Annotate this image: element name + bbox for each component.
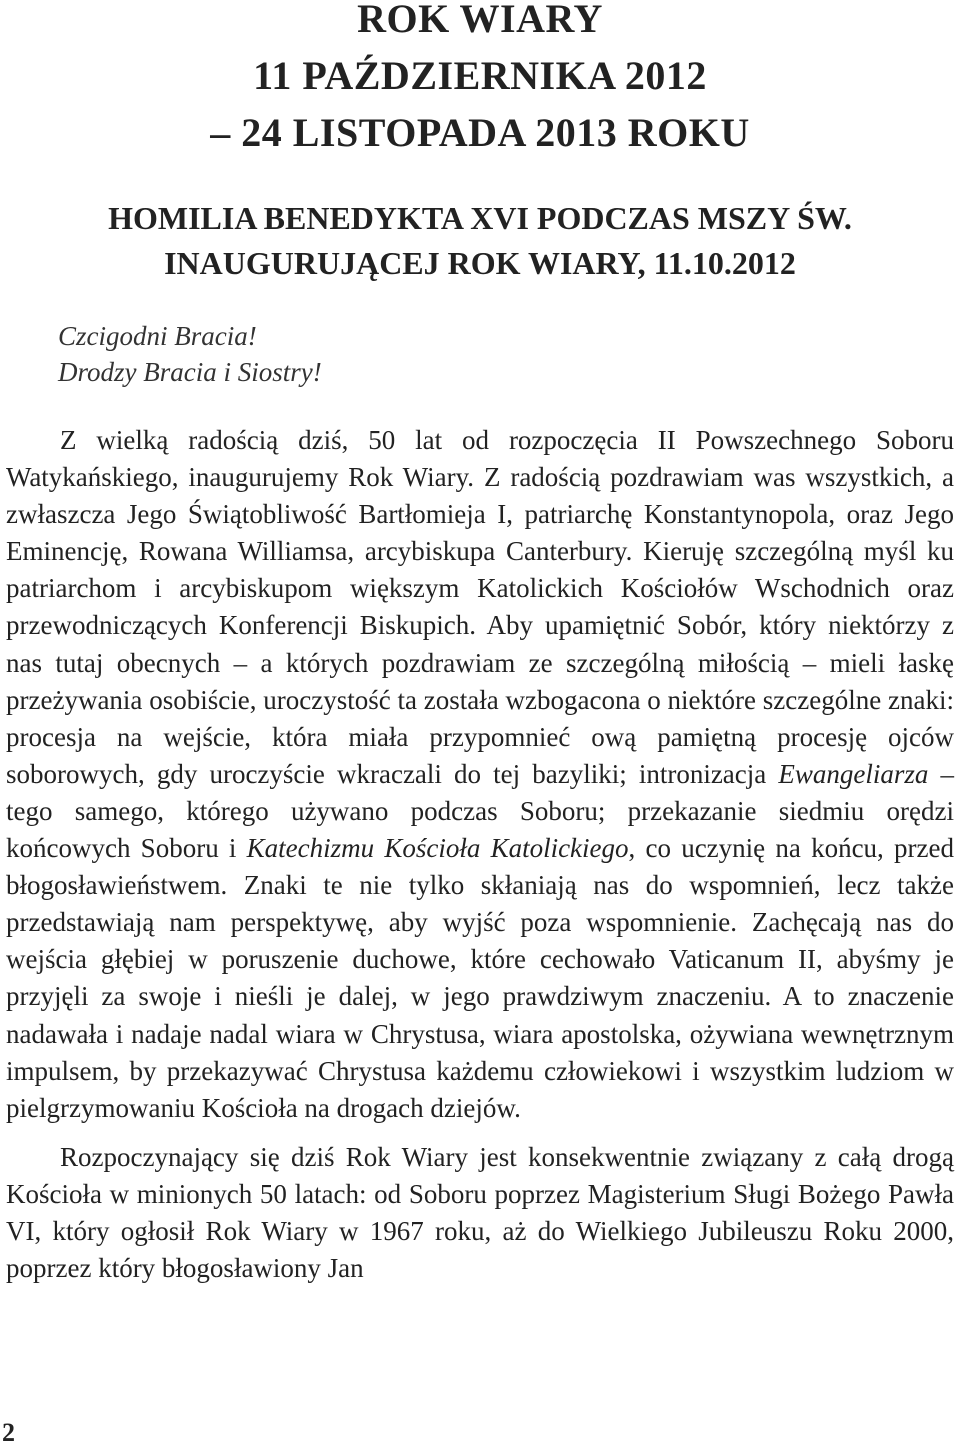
page-number: 2 — [2, 1418, 15, 1447]
paragraph-1-part-1: Z wielką radością dziś, 50 lat od rozpoczęcia II Powszechnego Soboru Watykańskiego, inaugurujemy Rok Wiary. Z radością pozdrawiam was wszystkich, a zwłaszcza Jego Świątobliwość Bartłomieja I, patriarchę Konstantynopola, oraz Jego Eminencję, Rowana Williamsa, arcybiskupa Canterbury. Kieruję szczególną myśl ku patriarchom i arcybiskupom większym Katolickich Kościołów Wschodnich oraz przewodniczących Konferencji Biskupich. Aby upamiętnić Sobór, który niektórzy z nas tutaj obecnych – a których pozdrawiam ze szczególną miłością – mieli łaskę przeżywania osobiście, uroczystość ta została wzbogacona o niektóre szczególne znaki: procesja na wejście, która miała przypomnieć ową pamiętną procesję ojców soborowych, gdy uroczyście wkraczali do tej bazyliki; intronizacja — [6, 425, 954, 789]
title-line-1: ROK WIARY — [357, 0, 603, 41]
paragraph-1-italic-1: Ewangeliarza — [778, 758, 929, 789]
body-text — [6, 422, 954, 1287]
page-title — [0, 0, 960, 161]
section-heading — [0, 196, 960, 286]
subtitle-line-1: HOMILIA BENEDYKTA XVI PODCZAS MSZY ŚW. — [108, 200, 852, 236]
subtitle-line-2: INAUGURUJĄCEJ ROK WIARY, 11.10.2012 — [164, 245, 796, 281]
paragraph-1-italic-2: Katechizmu Kościoła Katolickiego — [246, 833, 629, 864]
title-line-3: – 24 LISTOPADA 2013 ROKU — [210, 110, 750, 155]
paragraph-1-part-3: , co uczynię na końcu, przed błogosławieństwem. Znaki te nie tylko skłaniają nas do wspomnień, lecz także przedstawiają nam perspektywę, aby wyjść poza wspomnienie. Zachęcają nas do wejścia głębiej w poruszenie duchowe, które cechowało Vaticanum II, abyśmy je przyjęli za swoje i nieśli je dalej, w jego prawdziwym znaczeniu. A to znaczenie nadawała i nadaje nadal wiara w Chrystusa, wiara apostolska, ożywiana wewnętrznym impulsem, by przekazywać Chrystusa każdemu człowiekowi i wszystkim ludziom w pielgrzymowaniu Kościoła na drogach dziejów. — [6, 833, 954, 1123]
paragraph-1-part-2: – tego samego, którego używano podczas Soboru; przekazanie siedmiu orędzi końcowych Soboru i — [6, 758, 954, 864]
paragraph-1 — [6, 422, 954, 1127]
title-line-2: 11 PAŹDZIERNIKA 2012 — [253, 53, 707, 98]
paragraph-2: Rozpoczynający się dziś Rok Wiary jest konsekwentnie związany z całą drogą Kościoła w minionych 50 latach: od Soboru poprzez Magisterium Sługi Bożego Pawła VI, który ogłosił Rok Wiary w 1967 roku, aż do Wielkiego Jubileuszu Roku 2000, poprzez który błogosławiony Jan — [6, 1141, 954, 1284]
greeting-line-2: Drodzy Bracia i Siostry! — [58, 357, 322, 387]
greeting-line-1: Czcigodni Bracia! — [58, 321, 257, 351]
greeting — [58, 318, 322, 390]
